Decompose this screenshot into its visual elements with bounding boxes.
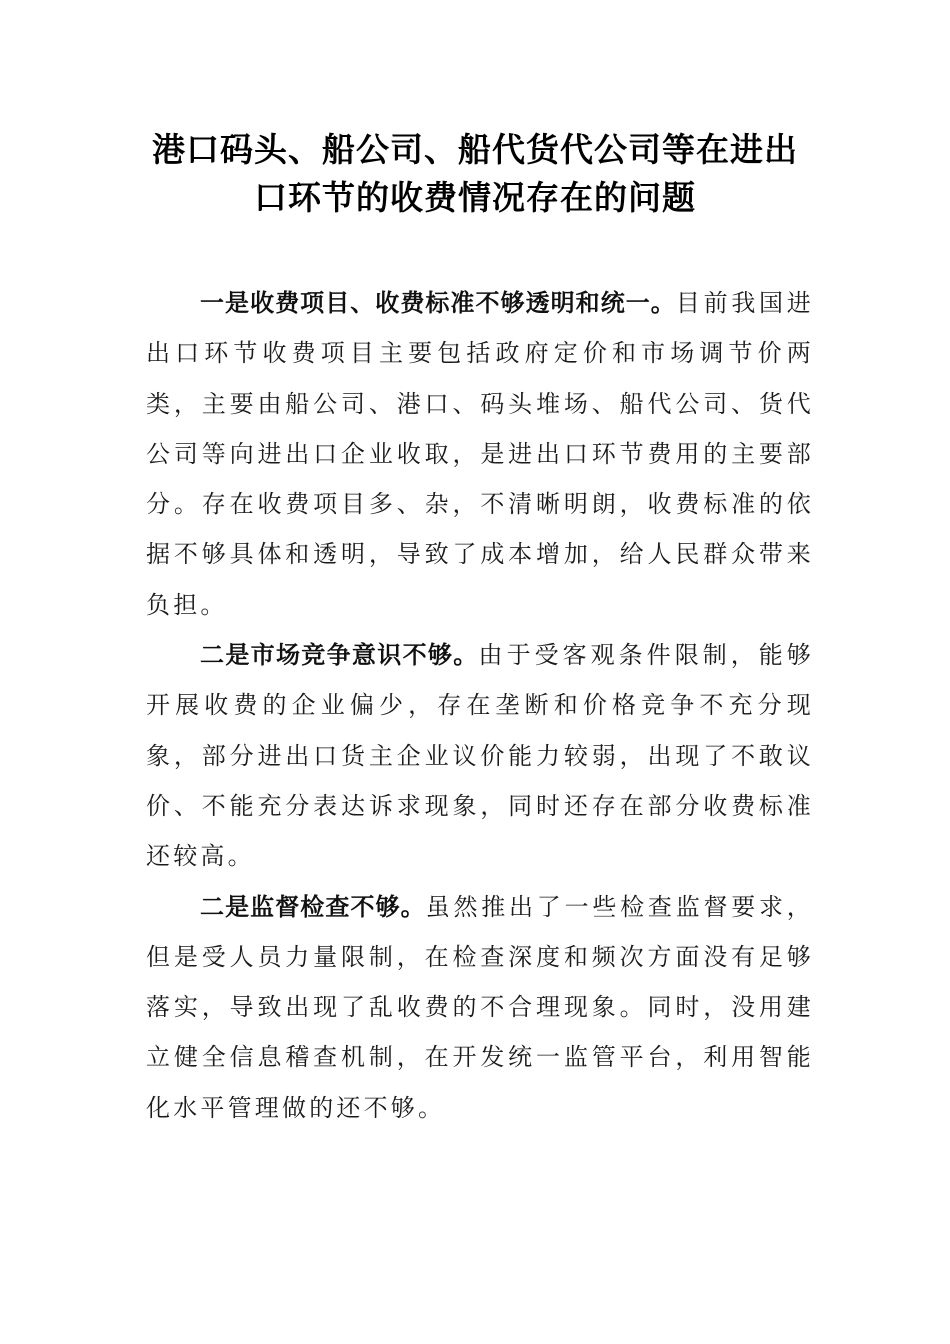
paragraph-1-heading: 一是收费项目、收费标准不够透明和统一。 [200,289,676,317]
paragraph-2-text: 由于受客观条件限制，能够开展收费的企业偏少，存在垄断和价格竞争不充分现象，部分进出口货主企业议价能力较弱，出现了不敢议价、不能充分表达诉求现象，同时还存在部分收费标准还较高。 [146,641,814,871]
paragraph-1 [146,278,814,630]
document-title [120,126,830,222]
paragraph-1-text: 目前我国进出口环节收费项目主要包括政府定价和市场调节价两类，主要由船公司、港口、码头堆场、船代公司、货代公司等向进出口企业收取，是进出口环节费用的主要部分。存在收费项目多、杂，不清晰明朗，收费标准的依据不够具体和透明，导致了成本增加，给人民群众带来负担。 [146,289,815,619]
paragraph-3-heading: 二是监督检查不够。 [200,892,426,921]
document-body [146,278,814,1133]
paragraph-3-text: 虽然推出了一些检查监督要求，但是受人员力量限制，在检查深度和频次方面没有足够落实，导致出现了乱收费的不合理现象。同时，没用建立健全信息稽查机制，在开发统一监管平台，利用智能化水平管理做的还不够。 [146,892,814,1122]
title-line-2: 口环节的收费情况存在的问题 [254,178,696,217]
paragraph-2-heading: 二是市场竞争意识不够。 [200,641,479,670]
paragraph-3 [146,882,814,1133]
paragraph-2 [146,630,814,881]
title-line-1: 港口码头、船公司、船代货代公司等在进出 [152,130,798,169]
